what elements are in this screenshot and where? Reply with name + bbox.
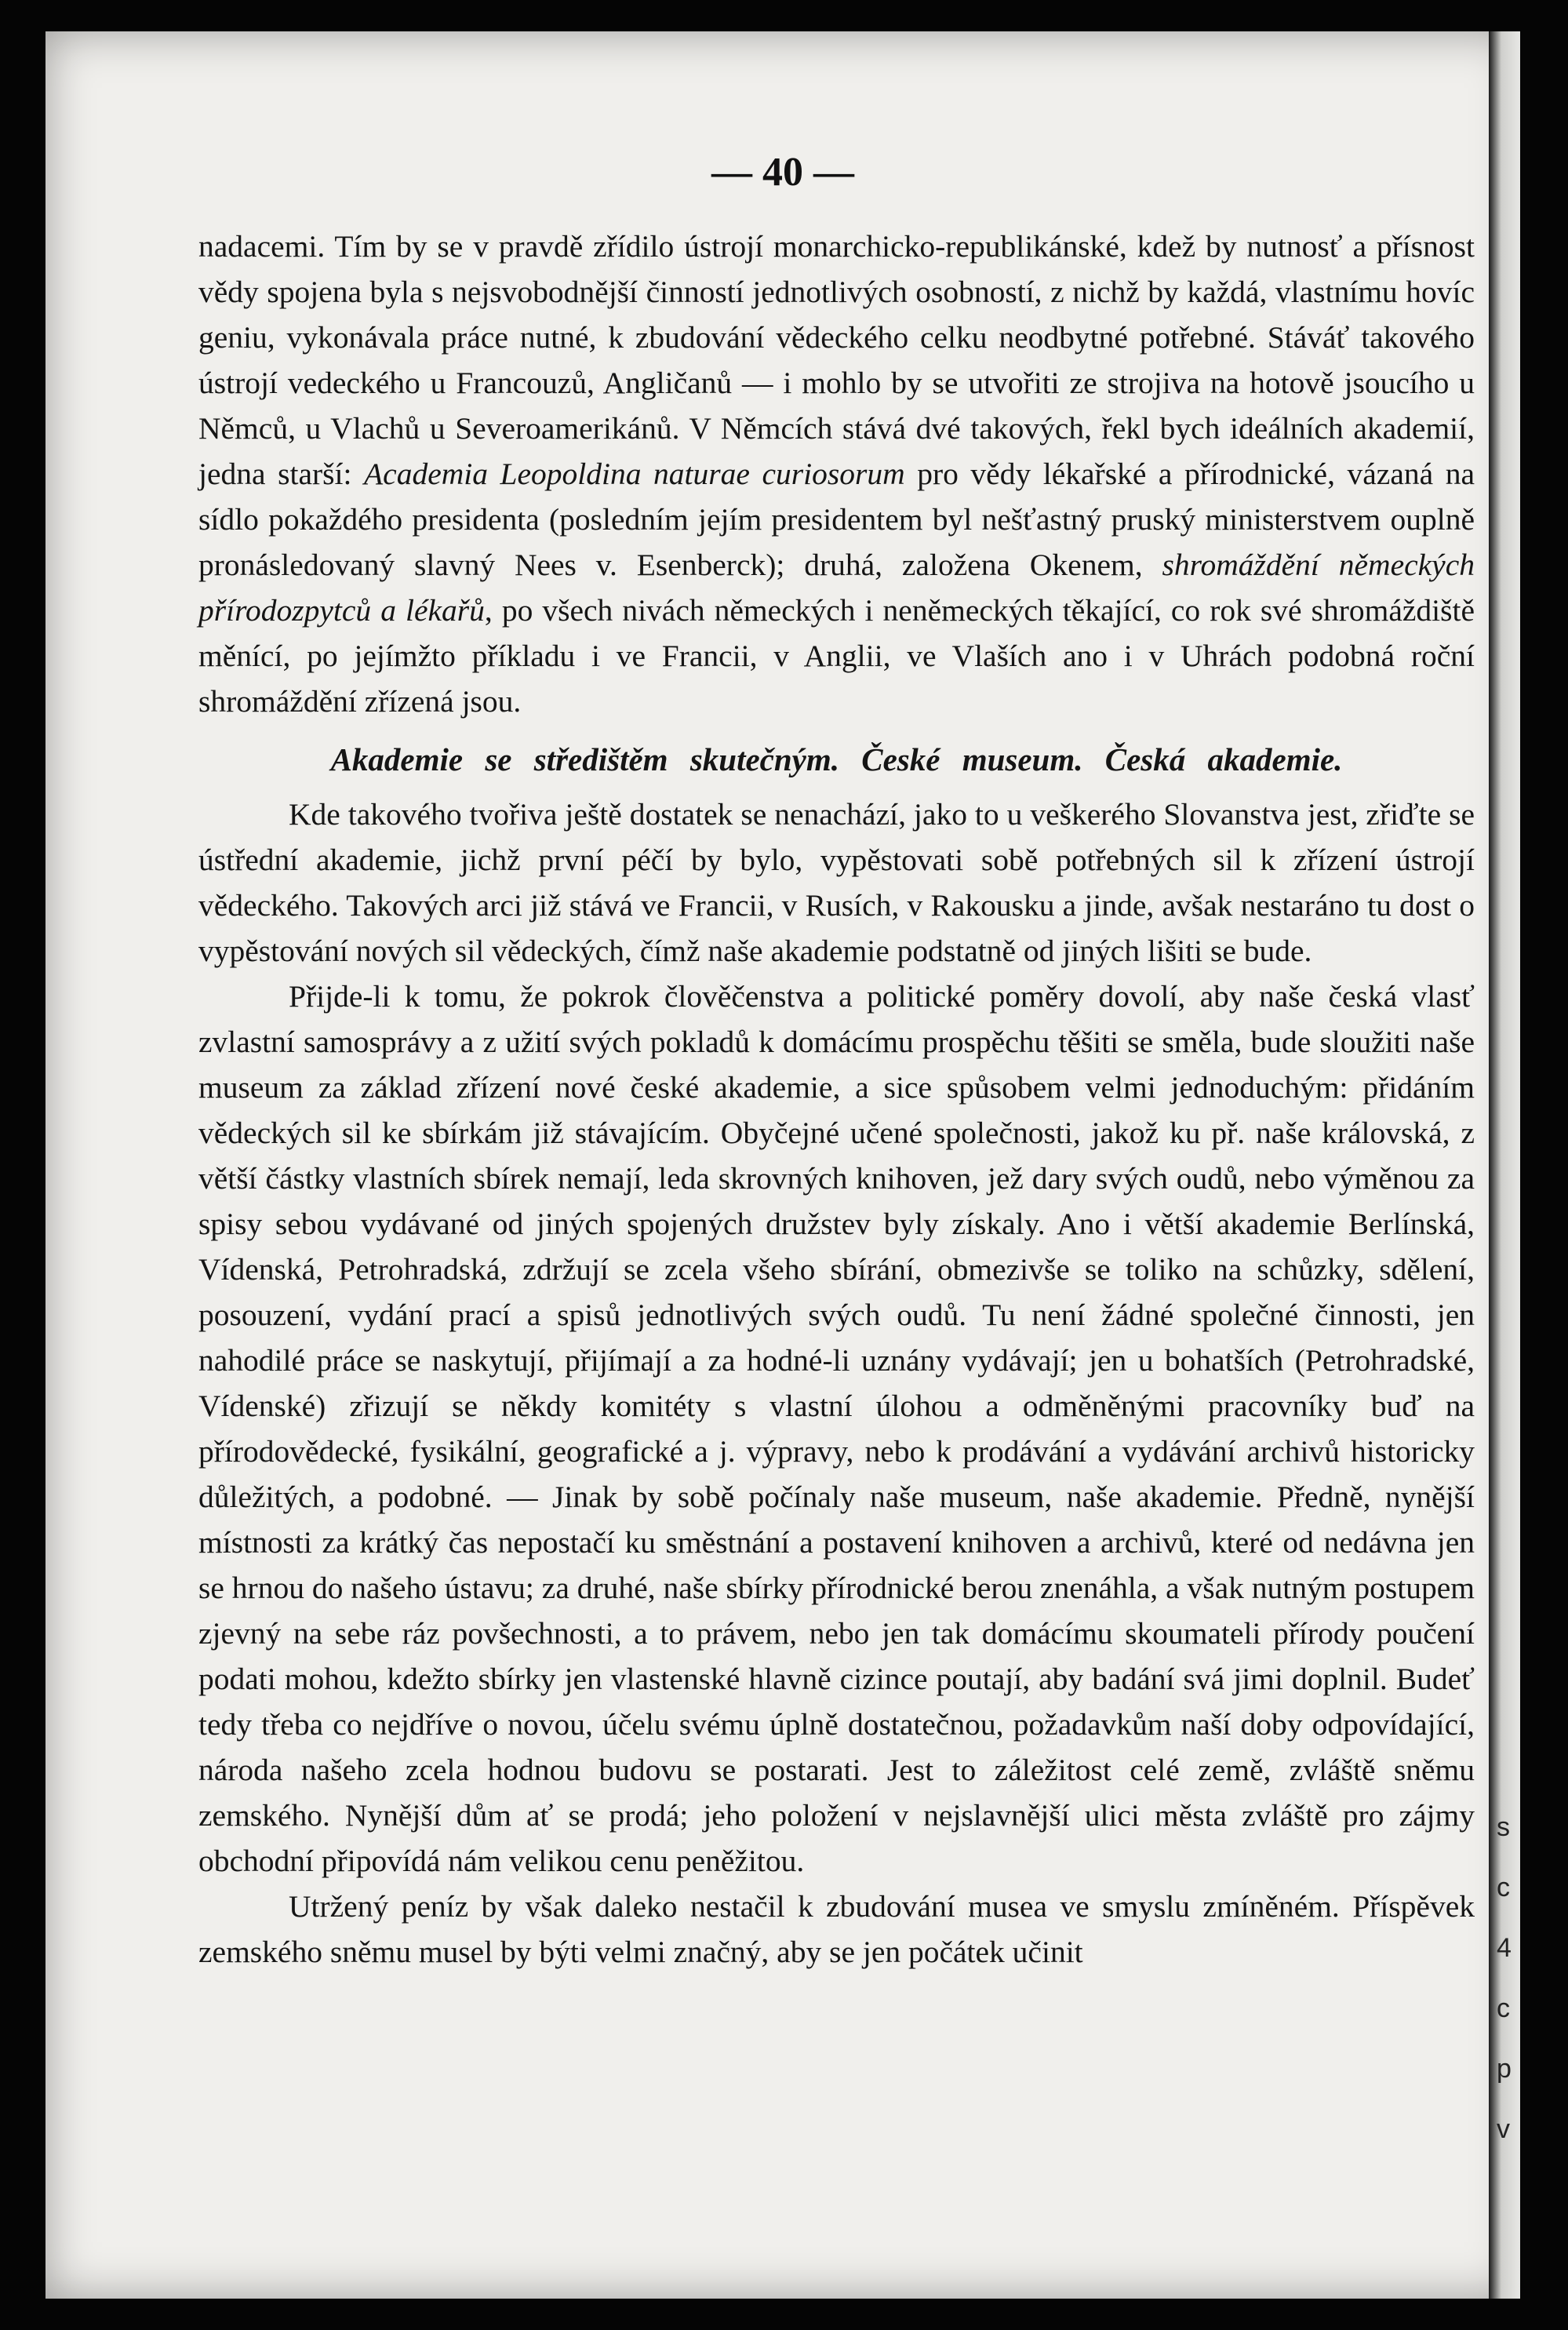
text-run: Kde takového tvořiva ještě dostatek se nenachází, jako to u veškerého Slovanstva jest, zřiďte se ústřední akademie, jichž první péčí by bylo, vypěstovati sobě potřebných sil k zřízení ústrojí vědeckého. Takových arci již stává ve Francii, v Rusích, v Rakousku a jinde, avšak nestaráno tu dost o vypěstování nových sil vědeckých, čímž naše akademie podstatně od jiných lišiti se bude. <box>198 797 1475 968</box>
section-heading: Akademie se středištěm skutečným. České museum. Česká akademie. <box>330 741 1343 777</box>
margin-letter: p <box>1497 2054 1512 2084</box>
text-run: nadacemi. Tím by se v pravdě zřídilo ústrojí monarchicko-republikánské, kdež by nutnosť a přísnost vědy spojena byla s nejsvobodnější činností jednotlivých osobností, z nichž by každá, vlastnímu hovíc geniu, vykonávala práce nutné, k zbudování vědeckého celku neodbytné potřebné. Stáváť takového ústrojí vedeckého u Francouzů, Angličanů — i mohlo by se utvořiti ze strojiva na hotově jsoucího u Němců, u Vlachů u Severoamerikánů. V Němcích stává dvé takových, řekl bych ideálních akademií, jedna starší: <box>198 229 1475 491</box>
paragraph <box>198 1884 1475 1975</box>
margin-letter: v <box>1497 2114 1510 2144</box>
text-run: Přijde-li k tomu, že pokrok člověčenstva a politické poměry dovolí, aby naše česká vlasť zvlastní samosprávy a z užití svých pokladů k domácímu prospěchu těšiti se směla, bude sloužiti naše museum za základ zřízení nové české akademie, a sice spůsobem velmi jednoduchým: přidáním vědeckých sil ke sbírkám již stávajícím. Obyčejné učené společnosti, jakož ku př. naše královská, z větší částky vlastních sbírek nemají, leda skrovných knihoven, jež dary svých oudů, nebo výměnou za spisy sebou vydávané od jiných spojených družstev byly získaly. Ano i větší akademie Berlínská, Vídenská, Petrohradská, zdržují se zcela všeho sbírání, obmezivše se toliko na schůzky, sdělení, posouzení, vydání prací a spisů jednotlivých svých oudů. Tu není žádné společné činnosti, jen nahodilé práce se naskytují, přijímají a za hodné-li uznány vydávají; jen u bohatších (Petrohradské, Vídenské) zřizují se někdy komitéty s vlastní úlohou a odměněnými pracovníky buď na přírodovědecké, fysikální, geografické a j. výpravy, nebo k prodávání a vydávání archivů historicky důležitých, a podobné. — Jinak by sobě počínaly naše museum, naše akademie. Předně, nynější místnosti za krátký čas nepostačí ku směstnání a postavení knihoven a archivů, které od nedávna jen se hrnou do našeho ústavu; za druhé, naše sbírky přírodnické berou znenáhla, a však nutným postupem zjevný na sebe ráz povšechnosti, a to právem, nebo jen tak domácímu skoumateli přírody poučení podati mohou, kdežto sbírky jen vlastenské hlavně cizince poutají, aby badání svá jimi doplnil. Budeť tedy třeba co nejdříve o novou, účelu svému úplně dostatečnou, požadavkům naší doby odpovídající, národa našeho zcela hodnou budovu se postarati. Jest to záležitost celé země, zvláště sněmu zemského. Nynější dům ať se prodá; jeho položení v nejslavnější ulici města zvláště pro zájmy obchodní připovídá nám velikou cenu peněžitou. <box>198 979 1475 1878</box>
paragraph-continuation <box>198 224 1475 724</box>
adjacent-page-margin-letters <box>1497 1812 1515 2145</box>
margin-letter: 4 <box>1497 1933 1512 1963</box>
paragraph <box>198 974 1475 1884</box>
text-run: Utržený peníz by však daleko nestačil k zbudování musea ve smyslu zmíněném. Příspěvek zemského sněmu musel by býti velmi značný, aby se jen počátek učinit <box>198 1889 1475 1969</box>
body-text <box>198 224 1475 1975</box>
margin-letter: c <box>1497 1873 1510 1902</box>
scanned-page <box>45 31 1520 2299</box>
margin-letter: s <box>1497 1812 1510 1842</box>
italic-title-academia-leopoldina: Academia Leopoldina naturae curiosorum <box>364 457 905 491</box>
margin-letter: c <box>1497 1993 1510 2023</box>
paragraph <box>198 792 1475 974</box>
text-run: , po všech nivách německých i neněmeckých těkající, co rok své shromáždiště měnící, po jejímžto příkladu i ve Francii, v Anglii, ve Vlaších ano i v Uhrách podobná roční shromáždění zřízená jsou. <box>198 593 1475 719</box>
page-number: — 40 — <box>711 150 854 195</box>
italic-title-shromazdeni: shromáždění německých přírodozpytců a lékařů <box>198 548 1475 628</box>
text-run: pro vědy lékařské a přírodnické, vázaná na sídlo pokaždého presidenta (posledním jejím presidentem byl nešťastný pruský ministerstvem ouplně pronásledovaný slavný Nees v. Esenberck); druhá, založena Okenem, <box>198 457 1475 582</box>
